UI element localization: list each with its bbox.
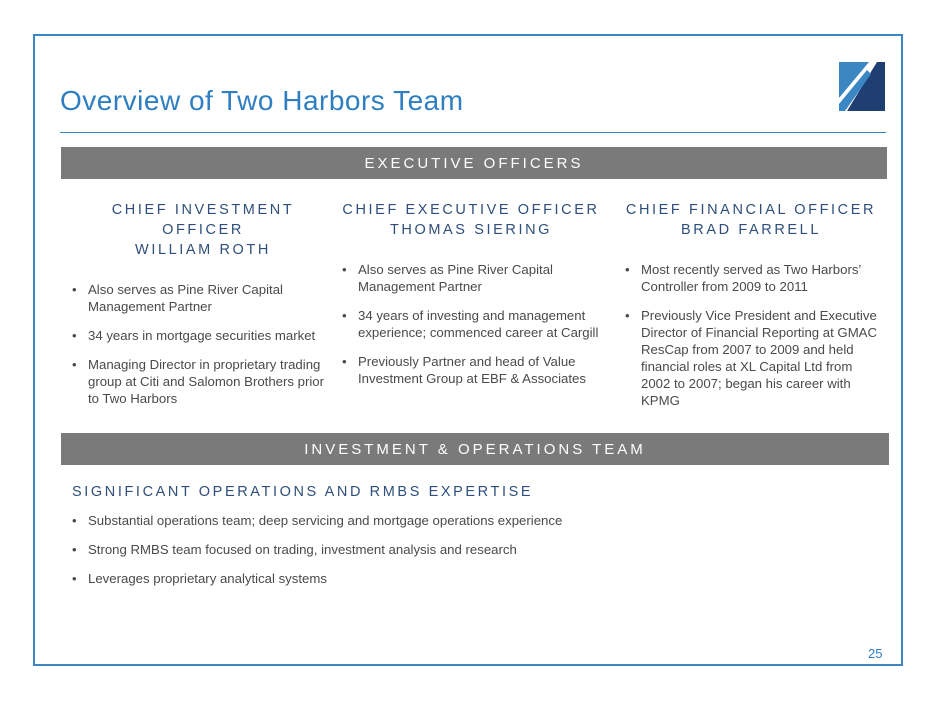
list-item: • 34 years of investing and management experience; commenced career at Cargill xyxy=(342,308,599,340)
list-item: • Previously Vice President and Executive Director of Financial Reporting at GMAC ResCap from 2007 to 2009 and held financial roles at XL Capital Ltd from 2002 to 2007; began his career with KPMG xyxy=(625,308,877,408)
operations-bullets xyxy=(72,512,872,587)
officer-heading xyxy=(72,200,334,260)
list-item: • 34 years in mortgage securities market xyxy=(72,328,316,343)
operations-section xyxy=(72,482,872,587)
officer-role: CHIEF EXECUTIVE OFFICER xyxy=(342,202,600,218)
officer-name: BRAD FARRELL xyxy=(681,222,821,238)
page-title: Overview of Two Harbors Team xyxy=(60,85,464,116)
list-item: • Also serves as Pine River Capital Management Partner xyxy=(72,282,283,314)
list-item: • Also serves as Pine River Capital Management Partner xyxy=(342,262,553,294)
bullet: • xyxy=(72,571,77,586)
band-label: INVESTMENT & OPERATIONS TEAM xyxy=(304,440,646,458)
bullet: • xyxy=(72,357,77,372)
officer-bullets xyxy=(342,261,600,387)
officer-column-cfo xyxy=(625,200,877,409)
bullet: • xyxy=(72,513,77,528)
bullet: • xyxy=(72,328,77,343)
two-harbors-logo-icon xyxy=(837,60,887,113)
officer-bullets xyxy=(72,281,334,407)
list-item: • Substantial operations team; deep servicing and mortgage operations experience xyxy=(72,513,563,528)
officer-column-ceo xyxy=(342,200,600,387)
list-item: • Strong RMBS team focused on trading, investment analysis and research xyxy=(72,542,517,557)
executive-officers-band xyxy=(61,147,887,179)
bullet: • xyxy=(72,282,77,297)
officer-name: WILLIAM ROTH xyxy=(135,242,271,258)
bullet: • xyxy=(342,262,347,277)
officer-role: CHIEF FINANCIAL OFFICER xyxy=(625,202,877,218)
officer-name: THOMAS SIERING xyxy=(389,222,553,238)
bullet: • xyxy=(625,262,630,277)
bullet: • xyxy=(342,354,347,369)
list-item: • Previously Partner and head of Value Investment Group at EBF & Associates xyxy=(342,354,586,386)
title-divider xyxy=(60,132,886,133)
band-label: EXECUTIVE OFFICERS xyxy=(364,154,584,172)
officer-bullets xyxy=(625,261,877,409)
list-item: • Managing Director in proprietary trading group at Citi and Salomon Brothers prior to Two Harbors xyxy=(72,357,325,406)
bullet: • xyxy=(625,308,630,323)
officer-column-cio xyxy=(72,200,334,407)
list-item: • Leverages proprietary analytical systems xyxy=(72,571,327,586)
operations-heading: SIGNIFICANT OPERATIONS AND RMBS EXPERTISE xyxy=(72,484,534,500)
bullet: • xyxy=(342,308,347,323)
officer-heading xyxy=(342,200,600,240)
officer-role: CHIEF INVESTMENT OFFICER xyxy=(111,202,295,238)
operations-team-band xyxy=(61,433,889,465)
list-item: • Most recently served as Two Harbors’ Controller from 2009 to 2011 xyxy=(625,262,861,294)
page-number: 25 xyxy=(868,646,883,661)
bullet: • xyxy=(72,542,77,557)
officer-heading xyxy=(625,200,877,240)
